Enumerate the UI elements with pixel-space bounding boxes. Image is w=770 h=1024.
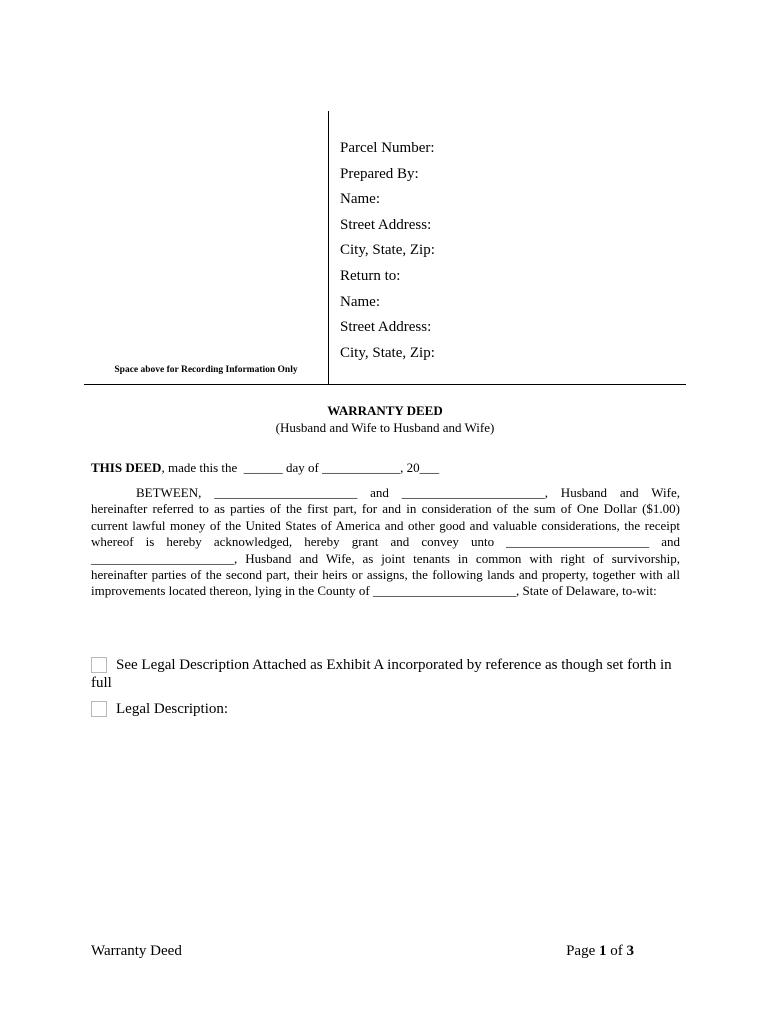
prepared-by-street-label: Street Address:	[340, 216, 432, 233]
between-paragraph	[91, 485, 680, 600]
return-to-label: Return to:	[340, 267, 401, 284]
recording-info-note: Space above for Recording Information Only	[114, 365, 298, 375]
parcel-number-label: Parcel Number:	[340, 140, 435, 156]
footer-page-number	[566, 943, 634, 960]
exhibit-a-label: See Legal Description Attached as Exhibit A incorporated by reference as though set forth in full	[91, 657, 672, 691]
prepared-by-name-label: Name:	[340, 191, 380, 208]
footer-document-name: Warranty Deed	[91, 943, 182, 959]
deed-title: WARRANTY DEED	[327, 403, 443, 418]
between-paragraph-text: BETWEEN, ______________________ and ______________________, Husband and Wife, hereinafter referred to as parties of the first part, for and in consideration of the sum of One Dollar ($1.00) current lawful money of the United States of America and other good and valuable considerations, the receipt whereof is hereby acknowledged, hereby grant and convey unto ______________________ and ______________________, Husband and Wife, as joint tenants in common with right of survivorship, hereinafter parties of the second part, their heirs or assigns, the following lands and property, together with all improvements located thereon, lying in the County of ______________________, State of Delaware, to-wit:	[91, 485, 680, 599]
page-total: 3	[626, 943, 634, 959]
legal-description-option	[91, 700, 680, 718]
exhibit-a-option	[91, 656, 680, 692]
page-prefix: Page	[566, 943, 599, 959]
exhibit-a-checkbox[interactable]	[91, 657, 107, 673]
recording-fields-list	[340, 137, 435, 367]
return-to-name-label: Name:	[340, 293, 380, 310]
page-current: 1	[599, 943, 607, 959]
prepared-by-city-label: City, State, Zip:	[340, 242, 435, 259]
page-mid: of	[606, 943, 627, 959]
legal-description-checkbox[interactable]	[91, 701, 107, 717]
return-to-city-label: City, State, Zip:	[340, 344, 435, 361]
prepared-by-label: Prepared By:	[340, 165, 419, 182]
deed-intro-text: , made this the ______ day of ____________, 20___	[161, 460, 440, 475]
recording-box-divider	[328, 111, 329, 384]
recording-box-rule	[84, 384, 686, 385]
deed-intro-line	[91, 460, 680, 476]
return-to-street-label: Street Address:	[340, 319, 432, 336]
deed-subtitle: (Husband and Wife to Husband and Wife)	[275, 420, 495, 435]
deed-intro-lead: THIS DEED	[91, 460, 162, 475]
legal-description-label: Legal Description:	[116, 701, 229, 717]
